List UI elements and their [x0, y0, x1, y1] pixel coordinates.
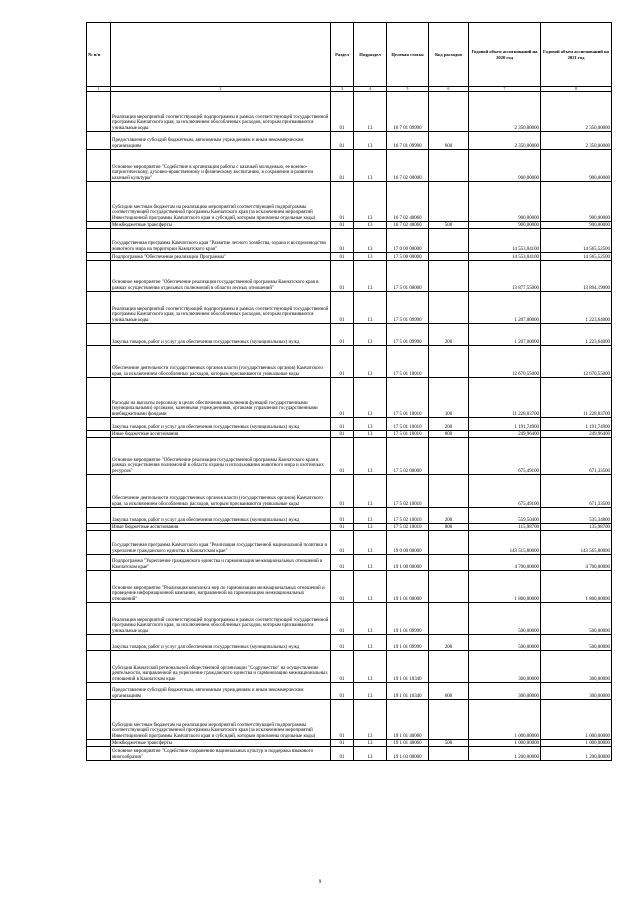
row-podrazdel: 13 [354, 524, 387, 531]
row-name: Реализация мероприятий соответствующей подпрограммы в рамках соответствующей государственной программы Камчатского края, за исключением обособленных расходов, которым присваиваются уникальные коды [111, 292, 331, 324]
table-row [87, 635, 612, 651]
row-expense-code: 200 [429, 324, 469, 346]
row-podrazdel: 13 [354, 438, 387, 475]
row-amount-2021: 143 565,80000 [541, 531, 612, 555]
row-amount-2020: 115,98700 [469, 524, 541, 531]
row-amount-2020: 11 228,83700 [469, 378, 541, 418]
row-amount-2021: 14 565,52500 [541, 253, 612, 261]
row-amount-2020: 2 350,00000 [469, 92, 541, 132]
row-target-article: 17 5 01 00000 [387, 261, 429, 292]
table-row [87, 700, 612, 740]
row-name: Закупка товаров, работ и услуг для обеспечения государственных (муниципальных) нужд [111, 324, 331, 346]
row-podrazdel: 13 [354, 635, 387, 651]
row-amount-2021: 300,00000 [541, 683, 612, 700]
row-amount-2021: 1 000,00000 [541, 740, 612, 747]
row-podrazdel: 13 [354, 700, 387, 740]
table-row [87, 378, 612, 418]
row-target-article: 16 7 02 40060 [387, 222, 429, 229]
table-row [87, 508, 612, 524]
row-amount-2020: 900,00000 [469, 150, 541, 182]
row-name: Иные бюджетные ассигнования [111, 431, 331, 438]
row-target-article: 19 1 01 40060 [387, 740, 429, 747]
row-razdel: 01 [331, 324, 354, 346]
table-row [87, 651, 612, 683]
row-name: Государственная программа Камчатского края "Развитие лесного хозяйства, охрана и воспроизводство животного мира на территории Камчатского края" [111, 229, 331, 253]
row-amount-2021: 1 223,64000 [541, 292, 612, 324]
row-amount-2021: 900,00000 [541, 222, 612, 229]
row-razdel: 01 [331, 603, 354, 635]
table-row [87, 418, 612, 431]
row-razdel: 01 [331, 740, 354, 747]
row-amount-2020: 2 350,00000 [469, 132, 541, 150]
row-amount-2021: 300,00000 [541, 651, 612, 683]
table-row [87, 603, 612, 635]
row-amount-2020: 1 207,00000 [469, 292, 541, 324]
row-target-article: 17 0 00 00000 [387, 229, 429, 253]
row-expense-code: 600 [429, 132, 469, 150]
row-amount-2020: 1 000,00000 [469, 740, 541, 747]
table-row [87, 92, 612, 132]
row-name: Расходы на выплаты персоналу в целях обеспечения выполнения функций государственными (муниципальными) органами, казенными учреждениями, органами управления государственными внебюджетными фондами [111, 378, 331, 418]
row-razdel: 01 [331, 229, 354, 253]
row-number [87, 555, 111, 571]
row-amount-2020: 500,00000 [469, 635, 541, 651]
table-row [87, 253, 612, 261]
row-razdel: 01 [331, 571, 354, 603]
row-razdel: 01 [331, 475, 354, 508]
row-name: Обеспечение деятельности государственных органов власти (государственных органов) Камчатского края, за исключением обособленных расходов, которым присваиваются уникальные коды [111, 346, 331, 378]
row-number [87, 324, 111, 346]
row-expense-code [429, 150, 469, 182]
column-number: 7 [469, 87, 541, 92]
column-number: 6 [429, 87, 469, 92]
row-number [87, 418, 111, 431]
row-podrazdel: 13 [354, 651, 387, 683]
table-row [87, 740, 612, 747]
row-number [87, 253, 111, 261]
column-number: 5 [387, 87, 429, 92]
row-razdel: 01 [331, 531, 354, 555]
row-number [87, 261, 111, 292]
row-name: Основное мероприятие "Обеспечение реализации государственной программы Камчатского края в рамках осуществления отдельных полномочий в области лесных отношений" [111, 261, 331, 292]
row-amount-2021: 671,33500 [541, 438, 612, 475]
table-row [87, 222, 612, 229]
row-amount-2020: 14 553,04100 [469, 253, 541, 261]
row-target-article: 17 5 01 10010 [387, 431, 429, 438]
row-amount-2021: 1 800,00000 [541, 571, 612, 603]
row-target-article: 17 5 02 00000 [387, 438, 429, 475]
row-number [87, 683, 111, 700]
row-razdel: 01 [331, 431, 354, 438]
row-target-article: 19 1 00 00000 [387, 555, 429, 571]
row-name: Реализация мероприятий соответствующей подпрограммы в рамках соответствующей государственной программы Камчатского края, за исключением обособленных расходов, которым присваиваются уникальные коды [111, 92, 331, 132]
row-target-article: 19 1 01 40060 [387, 700, 429, 740]
row-amount-2021: 11 228,83700 [541, 378, 612, 418]
row-number [87, 651, 111, 683]
column-number: 4 [354, 87, 387, 92]
row-name: Субсидии местным бюджетам на реализацию мероприятий соответствующей подпрограммы соответствующей государственной программы Камчатского края (за исключением мероприятий Инвестиционной программы Камчатского края и субсидий, которым присвоены отдельные коды) [111, 182, 331, 222]
row-name: Межбюджетные трансферты [111, 222, 331, 229]
row-expense-code [429, 438, 469, 475]
row-target-article: 17 5 01 09990 [387, 292, 429, 324]
row-amount-2021: 1 200,00000 [541, 747, 612, 761]
row-number [87, 438, 111, 475]
row-name: Субсидия Камчатской региональной общественной организации "Содружество" на осуществление деятельности, направленной на укрепление гражданского единства и гармонизацию межнациональных отношений в Камчатском крае [111, 651, 331, 683]
table-row [87, 229, 612, 253]
row-name: Предоставление субсидий бюджетным, автономным учреждениям и иным некоммерческим организациям [111, 132, 331, 150]
row-razdel: 01 [331, 150, 354, 182]
row-razdel: 01 [331, 261, 354, 292]
row-number [87, 182, 111, 222]
table-row [87, 438, 612, 475]
row-razdel: 01 [331, 346, 354, 378]
row-podrazdel: 13 [354, 346, 387, 378]
row-target-article: 16 7 01 09990 [387, 92, 429, 132]
table-row [87, 747, 612, 761]
row-podrazdel: 13 [354, 603, 387, 635]
row-expense-code [429, 253, 469, 261]
row-razdel: 01 [331, 222, 354, 229]
row-expense-code: 800 [429, 431, 469, 438]
row-expense-code [429, 229, 469, 253]
row-amount-2021: 2 350,00000 [541, 132, 612, 150]
row-amount-2021: 1 223,64000 [541, 324, 612, 346]
row-target-article: 19 1 01 09990 [387, 635, 429, 651]
table-row [87, 346, 612, 378]
table-row [87, 132, 612, 150]
row-target-article: 19 0 00 00000 [387, 531, 429, 555]
row-razdel: 01 [331, 378, 354, 418]
row-number [87, 531, 111, 555]
table-row [87, 292, 612, 324]
row-target-article: 19 1 01 10340 [387, 683, 429, 700]
row-expense-code: 600 [429, 683, 469, 700]
row-razdel: 01 [331, 683, 354, 700]
row-name: Основное мероприятие "Обеспечение реализации государственной программы Камчатского края в рамках осуществления полномочий в области охраны и использования животного мира и охотничьих ресурсов" [111, 438, 331, 475]
row-podrazdel: 13 [354, 261, 387, 292]
header-razdel: Раздел [331, 23, 354, 87]
row-amount-2020: 1 800,00000 [469, 571, 541, 603]
row-expense-code [429, 747, 469, 761]
row-amount-2021: 13 894,19000 [541, 261, 612, 292]
row-razdel: 01 [331, 651, 354, 683]
row-expense-code [429, 261, 469, 292]
table-row [87, 261, 612, 292]
row-amount-2020: 675,49100 [469, 475, 541, 508]
row-number [87, 700, 111, 740]
row-number [87, 524, 111, 531]
row-razdel: 01 [331, 292, 354, 324]
row-amount-2020: 1 000,00000 [469, 700, 541, 740]
row-name: Субсидии местным бюджетам на реализацию мероприятий соответствующей подпрограммы соответствующей государственной программы Камчатского края (за исключением мероприятий Инвестиционной программы Камчатского края и субсидий, которым присвоены отдельные коды) [111, 700, 331, 740]
row-target-article: 17 5 02 10010 [387, 508, 429, 524]
row-number [87, 150, 111, 182]
row-name: Государственная программа Камчатского края "Реализация государственной национальной политики и укрепление гражданского единства в Камчатском крае" [111, 531, 331, 555]
row-razdel: 01 [331, 182, 354, 222]
row-number [87, 475, 111, 508]
row-podrazdel: 13 [354, 555, 387, 571]
row-razdel: 01 [331, 524, 354, 531]
row-name: Межбюджетные трансферты [111, 740, 331, 747]
row-number [87, 508, 111, 524]
row-number [87, 346, 111, 378]
row-target-article: 19 1 01 00000 [387, 571, 429, 603]
table-row [87, 150, 612, 182]
row-target-article: 17 5 01 10010 [387, 418, 429, 431]
row-amount-2020: 675,49100 [469, 438, 541, 475]
row-number [87, 132, 111, 150]
row-expense-code [429, 346, 469, 378]
row-amount-2021: 500,00000 [541, 603, 612, 635]
row-expense-code: 200 [429, 508, 469, 524]
row-name: Закупка товаров, работ и услуг для обеспечения государственных (муниципальных) нужд [111, 418, 331, 431]
row-amount-2020: 12 670,55000 [469, 346, 541, 378]
row-podrazdel: 13 [354, 571, 387, 603]
budget-page [86, 22, 611, 761]
row-podrazdel: 13 [354, 475, 387, 508]
row-name: Реализация мероприятий соответствующей подпрограммы в рамках соответствующей государственной программы Камчатского края, за исключением обособленных расходов, которым присваиваются уникальные коды [111, 603, 331, 635]
row-number [87, 222, 111, 229]
row-number [87, 740, 111, 747]
row-target-article: 17 5 01 10010 [387, 346, 429, 378]
row-razdel: 01 [331, 92, 354, 132]
column-number: 8 [541, 87, 612, 92]
page-number: 9 [318, 880, 322, 885]
row-razdel: 01 [331, 418, 354, 431]
row-amount-2020: 300,00000 [469, 683, 541, 700]
row-name: Иные бюджетные ассигнования [111, 524, 331, 531]
row-expense-code: 500 [429, 740, 469, 747]
row-amount-2021: 1 000,00000 [541, 700, 612, 740]
row-target-article: 16 7 02 40060 [387, 182, 429, 222]
row-number [87, 635, 111, 651]
table-row [87, 571, 612, 603]
row-razdel: 01 [331, 635, 354, 651]
table-row [87, 555, 612, 571]
row-name: Обеспечение деятельности государственных органов власти (государственных органов) Камчатского края, за исключением обособленных расходов, которым присваиваются уникальные коды [111, 475, 331, 508]
row-amount-2021: 500,00000 [541, 635, 612, 651]
row-number [87, 603, 111, 635]
row-name: Основное мероприятие "Реализация комплекса мер по гармонизации межнациональных отношений и проведение информационной кампании, направленной на гармонизацию межнациональных отношений" [111, 571, 331, 603]
row-number [87, 92, 111, 132]
header-2021: Годовой объем ассигнований на 2021 год [541, 23, 612, 87]
row-number [87, 378, 111, 418]
row-amount-2021: 14 565,52500 [541, 229, 612, 253]
header-name [111, 23, 331, 87]
row-amount-2020: 500,00000 [469, 603, 541, 635]
table-row [87, 182, 612, 222]
header-2020: Годовой объем ассигнований на 2020 год [469, 23, 541, 87]
row-amount-2020: 4 700,00000 [469, 555, 541, 571]
row-number [87, 431, 111, 438]
row-target-article: 19 1 03 00000 [387, 747, 429, 761]
row-razdel: 01 [331, 700, 354, 740]
row-amount-2021: 900,00000 [541, 182, 612, 222]
row-razdel: 01 [331, 747, 354, 761]
row-amount-2020: 143 515,80000 [469, 531, 541, 555]
row-podrazdel: 13 [354, 292, 387, 324]
row-expense-code [429, 700, 469, 740]
row-podrazdel: 13 [354, 229, 387, 253]
row-podrazdel: 13 [354, 683, 387, 700]
row-target-article: 17 5 02 10010 [387, 524, 429, 531]
row-expense-code: 500 [429, 222, 469, 229]
row-name: Основное мероприятие "Содействие сохранению национальных культур и поддержка языкового многообразия" [111, 747, 331, 761]
row-amount-2021: 2 350,00000 [541, 92, 612, 132]
row-amount-2020: 900,00000 [469, 182, 541, 222]
row-razdel: 01 [331, 253, 354, 261]
row-amount-2021: 1 191,74900 [541, 418, 612, 431]
column-number: 2 [111, 87, 331, 92]
row-amount-2021: 4 700,00000 [541, 555, 612, 571]
header-target-article: Целевая статья [387, 23, 429, 87]
row-expense-code [429, 92, 469, 132]
row-amount-2021: 249,96400 [541, 431, 612, 438]
row-podrazdel: 13 [354, 132, 387, 150]
row-amount-2021: 671,33500 [541, 475, 612, 508]
row-podrazdel: 13 [354, 92, 387, 132]
row-amount-2020: 1 191,74900 [469, 418, 541, 431]
row-podrazdel: 13 [354, 222, 387, 229]
row-amount-2021: 900,00000 [541, 150, 612, 182]
row-name: Основное мероприятие "Содействие в организации работы с казачьей молодежью, ее военно-патриотическому, духовно-нравственному и физическому воспитанию, в сохранении и развитии казачьей культуры" [111, 150, 331, 182]
column-number: 3 [331, 87, 354, 92]
row-expense-code [429, 555, 469, 571]
row-target-article: 17 5 02 10010 [387, 475, 429, 508]
row-name: Предоставление субсидий бюджетным, автономным учреждениям и иным некоммерческим организациям [111, 683, 331, 700]
row-razdel: 01 [331, 132, 354, 150]
header-expense-code: Код расходов [429, 23, 469, 87]
table-row [87, 324, 612, 346]
row-razdel: 01 [331, 438, 354, 475]
row-expense-code: 200 [429, 418, 469, 431]
row-amount-2021: 12 670,55000 [541, 346, 612, 378]
row-expense-code [429, 571, 469, 603]
row-number [87, 292, 111, 324]
row-target-article: 19 1 01 10340 [387, 651, 429, 683]
row-expense-code: 100 [429, 378, 469, 418]
row-expense-code [429, 292, 469, 324]
row-razdel: 01 [331, 555, 354, 571]
row-razdel: 01 [331, 508, 354, 524]
row-number [87, 571, 111, 603]
table-row [87, 531, 612, 555]
header-num: № п/п [87, 23, 111, 87]
row-podrazdel: 13 [354, 418, 387, 431]
row-amount-2020: 900,00000 [469, 222, 541, 229]
row-amount-2020: 13 877,55000 [469, 261, 541, 292]
row-podrazdel: 13 [354, 182, 387, 222]
row-podrazdel: 13 [354, 253, 387, 261]
table-row [87, 431, 612, 438]
row-expense-code: 200 [429, 635, 469, 651]
table-row [87, 524, 612, 531]
row-amount-2020: 559,50400 [469, 508, 541, 524]
table-header-row [87, 23, 612, 87]
row-amount-2020: 14 553,04100 [469, 229, 541, 253]
row-target-article: 16 7 02 00000 [387, 150, 429, 182]
row-expense-code [429, 651, 469, 683]
row-podrazdel: 13 [354, 431, 387, 438]
row-amount-2020: 300,00000 [469, 651, 541, 683]
table-row [87, 475, 612, 508]
row-amount-2020: 1 207,00000 [469, 324, 541, 346]
row-podrazdel: 13 [354, 150, 387, 182]
row-name: Подпрограмма "Обеспечение реализации Программы" [111, 253, 331, 261]
row-podrazdel: 13 [354, 740, 387, 747]
row-podrazdel: 13 [354, 747, 387, 761]
row-expense-code [429, 603, 469, 635]
row-podrazdel: 13 [354, 531, 387, 555]
row-target-article: 19 1 01 09990 [387, 603, 429, 635]
header-podrazdel: Подраздел [354, 23, 387, 87]
row-expense-code [429, 475, 469, 508]
row-target-article: 17 5 01 09990 [387, 324, 429, 346]
row-amount-2020: 1 200,00000 [469, 747, 541, 761]
row-amount-2020: 249,96400 [469, 431, 541, 438]
row-podrazdel: 13 [354, 508, 387, 524]
row-amount-2021: 535,34800 [541, 508, 612, 524]
row-expense-code [429, 531, 469, 555]
row-number [87, 747, 111, 761]
row-podrazdel: 13 [354, 378, 387, 418]
row-name: Закупка товаров, работ и услуг для обеспечения государственных (муниципальных) нужд [111, 508, 331, 524]
row-name: Закупка товаров, работ и услуг для обеспечения государственных (муниципальных) нужд [111, 635, 331, 651]
row-target-article: 17 5 00 00000 [387, 253, 429, 261]
row-target-article: 16 7 01 09990 [387, 132, 429, 150]
row-amount-2021: 135,98700 [541, 524, 612, 531]
budget-table [86, 22, 612, 761]
row-number [87, 229, 111, 253]
table-row [87, 683, 612, 700]
column-number: 1 [87, 87, 111, 92]
row-target-article: 17 5 01 10010 [387, 378, 429, 418]
row-name: Подпрограмма "Укрепление гражданского единства и гармонизация межнациональных отношений в Камчатском крае" [111, 555, 331, 571]
row-podrazdel: 13 [354, 324, 387, 346]
row-expense-code [429, 182, 469, 222]
row-expense-code: 800 [429, 524, 469, 531]
